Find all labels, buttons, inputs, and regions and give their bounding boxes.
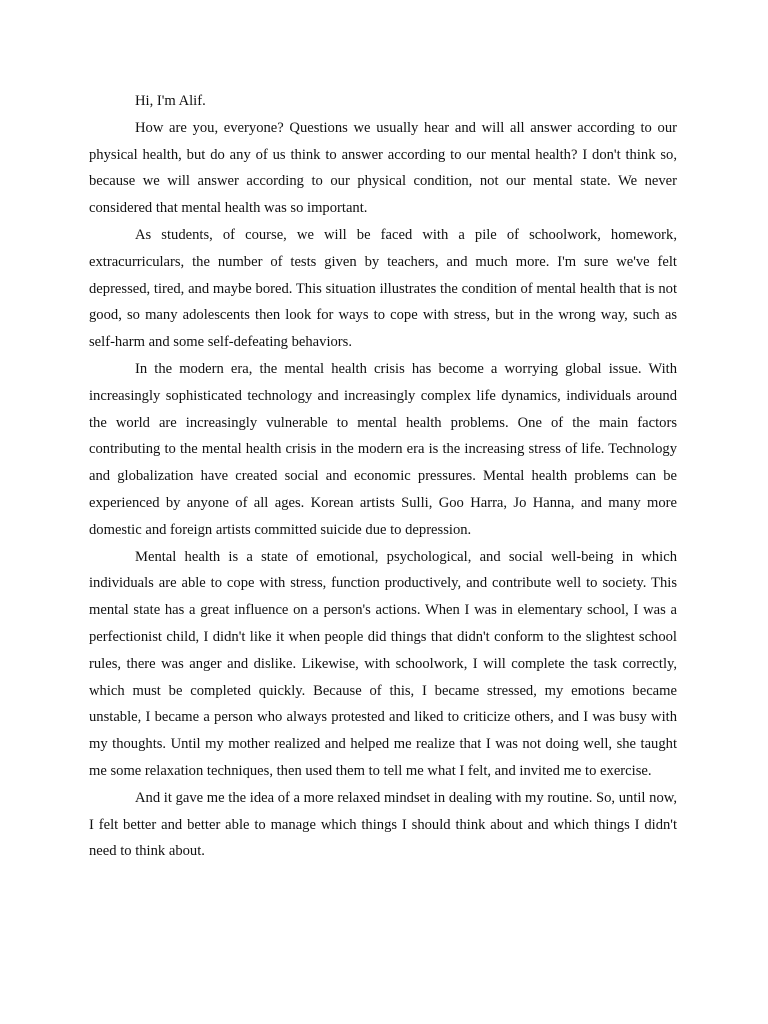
body-paragraph: In the modern era, the mental health crisis has become a worrying global issue. With increasingly sophisticated technology and increasingly complex life dynamics, individuals around the world are increasingly vulnerable to mental health problems. One of the main factors contributing to the mental health crisis in the modern era is the increasing stress of life. Technology and globalization have created social and economic pressures. Mental health problems can be experienced by anyone of all ages. Korean artists Sulli, Goo Harra, Jo Hanna, and many more domestic and foreign artists committed suicide due to depression. xyxy=(89,360,677,538)
body-paragraph: As students, of course, we will be faced with a pile of schoolwork, homework, extracurriculars, the number of tests given by teachers, and much more. I'm sure we've felt depressed, tired, and maybe bored. This situation illustrates the condition of mental health that is not good, so many adolescents then look for ways to cope with stress, but in the wrong way, such as self-harm and some self-defeating behaviors. xyxy=(89,226,677,351)
body-paragraph: Mental health is a state of emotional, psychological, and social well-being in which individuals are able to cope with stress, function productively, and contribute well to society. This mental state has a great influence on a person's actions. When I was in elementary school, I was a perfectionist child, I didn't like it when people did things that didn't conform to the slightest school rules, there was anger and dislike. Likewise, with schoolwork, I will complete the task correctly, which must be completed quickly. Because of this, I became stressed, my emotions became unstable, I became a person who always protested and liked to criticize others, and I was busy with my thoughts. Until my mother realized and helped me realize that I was not doing well, she taught me some relaxation techniques, then used them to tell me what I felt, and invited me to exercise. xyxy=(89,548,677,779)
greeting-paragraph: Hi, I'm Alif. xyxy=(135,93,206,109)
document-body xyxy=(89,88,677,865)
body-paragraph: And it gave me the idea of a more relaxed mindset in dealing with my routine. So, until now, I felt better and better able to manage which things I should think about and which things I didn't need to think about. xyxy=(89,789,677,860)
body-paragraph: How are you, everyone? Questions we usually hear and will all answer according to our physical health, but do any of us think to answer according to our mental health? I don't think so, because we will answer according to our physical condition, not our mental state. We never considered that mental health was so important. xyxy=(89,119,677,217)
